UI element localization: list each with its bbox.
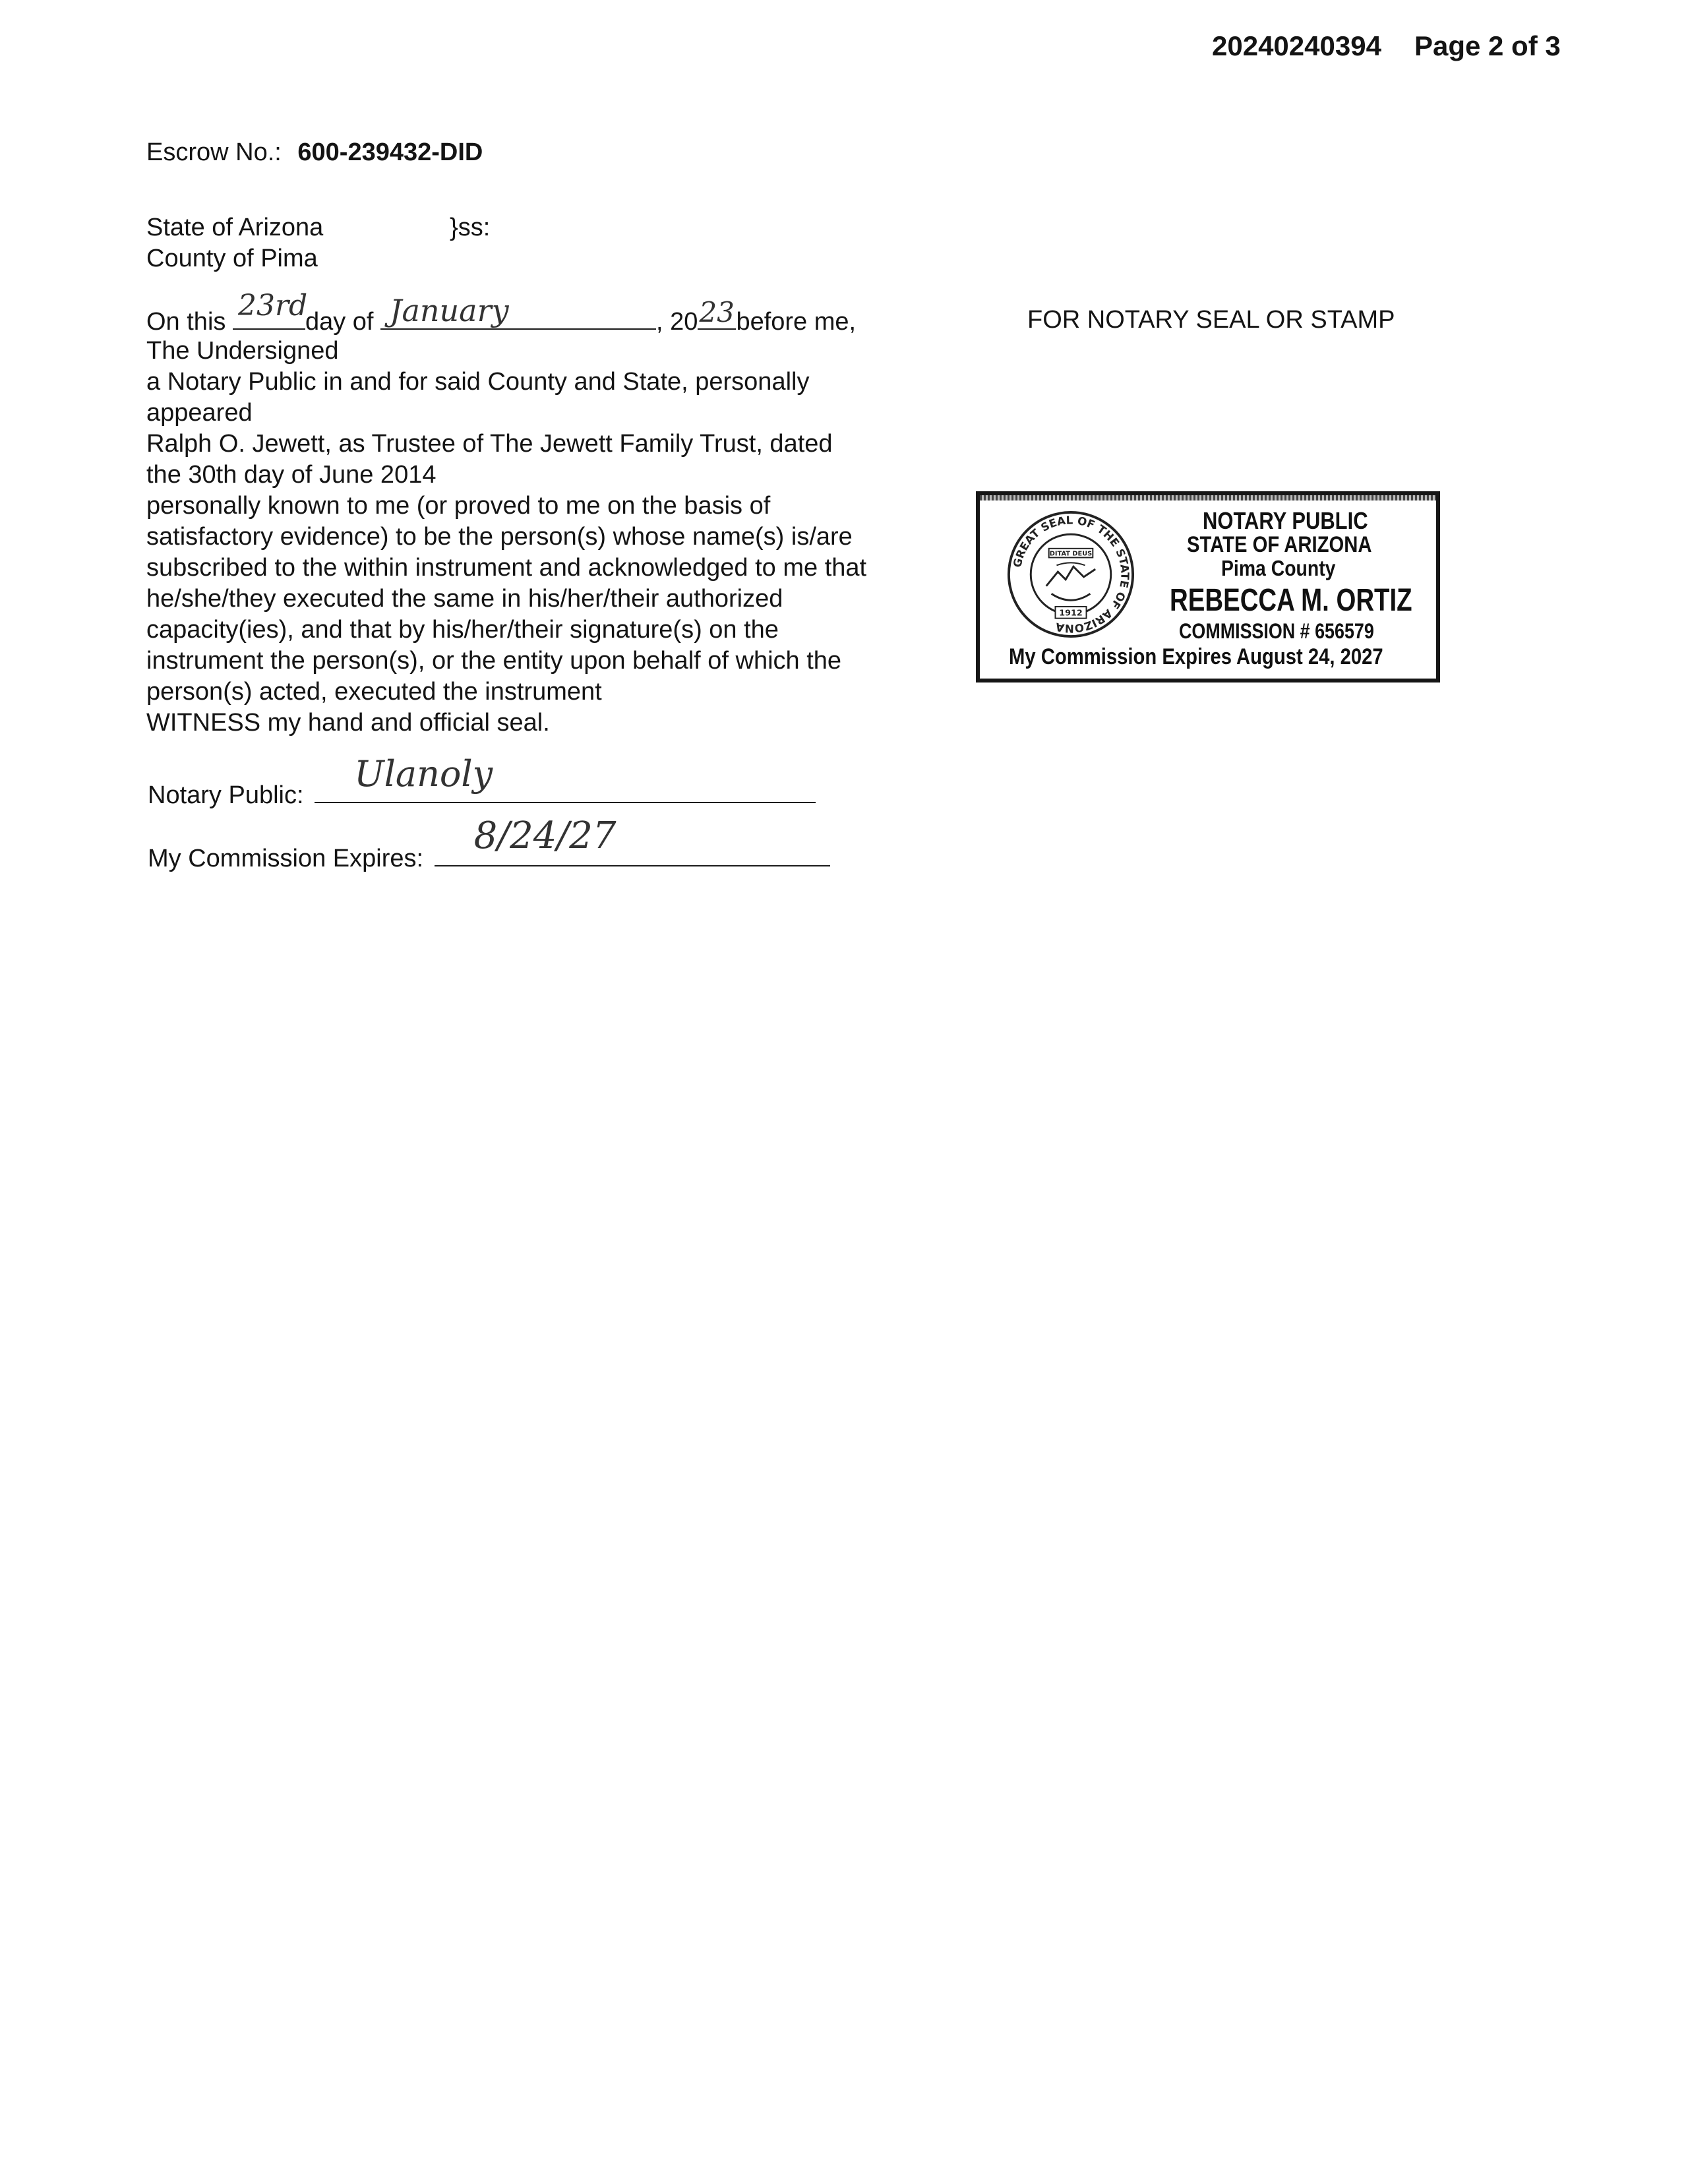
ack-line: The Undersigned bbox=[146, 337, 339, 365]
ack-line: the 30th day of June 2014 bbox=[146, 461, 437, 489]
ack-line: capacity(ies), and that by his/her/their signature(s) on the bbox=[146, 616, 779, 644]
month-handwritten: January bbox=[390, 293, 509, 328]
day-of-label: day of bbox=[305, 308, 374, 336]
month-blank bbox=[380, 293, 656, 330]
stamp-state: STATE OF ARIZONA bbox=[1187, 532, 1372, 557]
notary-signature: Ulanoly bbox=[354, 753, 493, 795]
stamp-title: NOTARY PUBLIC bbox=[1203, 507, 1368, 534]
escrow-number: 600-239432-DID bbox=[297, 138, 483, 166]
page-indicator: Page 2 of 3 bbox=[1414, 30, 1561, 61]
document-header bbox=[1212, 30, 1561, 62]
ack-line: a Notary Public in and for said County and State, personally bbox=[146, 368, 810, 396]
day-handwritten: 23rd bbox=[237, 289, 308, 322]
year-blank bbox=[698, 296, 736, 330]
commission-expires-blank bbox=[435, 814, 830, 866]
venue-county: County of Pima bbox=[146, 245, 318, 272]
notary-signature-blank bbox=[315, 753, 816, 803]
acknowledgment-body bbox=[146, 336, 951, 739]
ack-line: WITNESS my hand and official seal. bbox=[146, 709, 550, 737]
stamp-notary-name: REBECCA M. ORTIZ bbox=[1170, 583, 1412, 618]
ack-line: instrument the person(s), or the entity upon behalf of which the bbox=[146, 647, 842, 675]
notary-signature-line bbox=[148, 753, 816, 811]
commission-expires-line bbox=[148, 814, 830, 874]
day-blank bbox=[233, 289, 308, 330]
acknowledgment-opening-line bbox=[146, 289, 857, 338]
escrow-line bbox=[146, 138, 483, 167]
seal-ring-text: GREAT SEAL OF THE STATE OF ARIZONA bbox=[1011, 514, 1131, 635]
ack-line: person(s) acted, executed the instrument bbox=[146, 678, 602, 706]
before-me-label: before me, bbox=[736, 308, 857, 336]
ack-line: subscribed to the within instrument and acknowledged to me that bbox=[146, 554, 867, 582]
ack-line: appeared bbox=[146, 399, 253, 427]
stamp-commission-expires: My Commission Expires August 24, 2027 bbox=[1009, 644, 1383, 669]
commission-expires-label: My Commission Expires: bbox=[148, 845, 424, 872]
stamp-commission-number: COMMISSION # 656579 bbox=[1179, 619, 1374, 643]
on-this-label: On this bbox=[146, 308, 226, 336]
arizona-state-seal bbox=[1006, 510, 1135, 639]
venue-ss: }ss: bbox=[450, 214, 491, 241]
notary-stamp bbox=[976, 491, 1440, 682]
venue-state: State of Arizona bbox=[146, 214, 324, 241]
ack-line: personally known to me (or proved to me on the basis of bbox=[146, 492, 771, 520]
commission-expires-handwritten: 8/24/27 bbox=[473, 814, 617, 857]
year-handwritten: 23 bbox=[699, 296, 735, 328]
seal-area-label: FOR NOTARY SEAL OR STAMP bbox=[1027, 306, 1395, 334]
year-prefix: , 20 bbox=[656, 308, 698, 336]
seal-year: 1912 bbox=[1059, 608, 1083, 619]
ack-line: satisfactory evidence) to be the person(s) whose name(s) is/are bbox=[146, 523, 853, 551]
stamp-county: Pima County bbox=[1221, 556, 1336, 580]
seal-motto: DITAT DEUS bbox=[1049, 550, 1093, 558]
ack-line: Ralph O. Jewett, as Trustee of The Jewett Family Trust, dated bbox=[146, 430, 833, 458]
document-number: 20240240394 bbox=[1212, 30, 1381, 61]
ack-line: he/she/they executed the same in his/her/their authorized bbox=[146, 585, 783, 613]
notary-public-label: Notary Public: bbox=[148, 781, 304, 809]
escrow-label: Escrow No.: bbox=[146, 138, 282, 166]
